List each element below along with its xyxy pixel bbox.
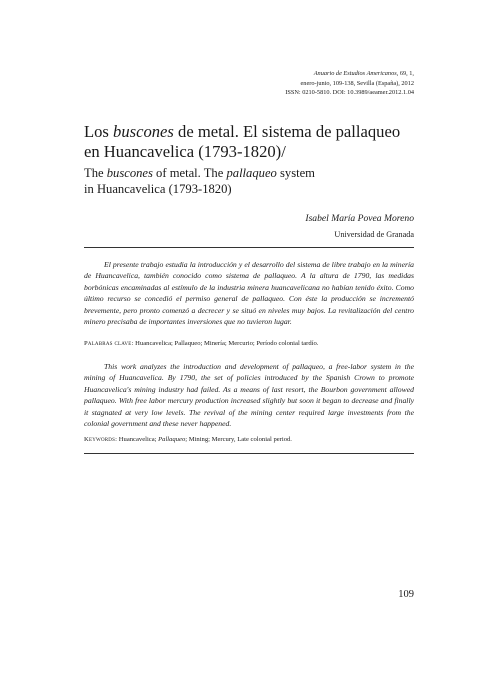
divider-top: [84, 247, 414, 248]
title-english: [84, 165, 424, 197]
title-es-text-1: Los: [84, 122, 114, 141]
keywords-en-text-2: ; Mining; Mercury, Late colonial period.: [185, 436, 292, 443]
keywords-english: [84, 435, 414, 444]
keywords-en-text-1: Huancavelica;: [117, 436, 159, 443]
keywords-es-label: Palabras clave:: [84, 340, 134, 347]
title-en-italic-1: buscones: [106, 166, 153, 180]
journal-line-3: ISSN: 0210-5810. DOI: 10.3989/aeamer.2012.1.04: [285, 89, 414, 97]
title-spanish: [84, 122, 424, 161]
title-es-line-2: en Huancavelica (1793-1820)/: [84, 141, 286, 161]
keywords-es-text: Huancavelica; Pallaqueo; Minería; Mercurio; Período colonial tardío.: [133, 340, 319, 347]
title-en-text-3: system: [276, 166, 315, 180]
journal-line-2: enero-junio, 109-138, Sevilla (España), 2012: [300, 79, 414, 87]
keywords-spanish: [84, 339, 414, 348]
keywords-en-italic: Pallaqueo: [158, 436, 186, 443]
author-affiliation: Universidad de Granada: [334, 230, 414, 239]
abstract-spanish: El presente trabajo estudia la introducción y el desarrollo del sistema de libre trabajo en la minería de Huancavelica, también conocido como sistema de pallaqueo. A la altura de 1790, las medidas borbónicas encaminadas al estímulo de la industria minera huancavelicana no habían tenido éxito. Como último recurso se concedió el permiso general de pallaqueo. Con éste la producción se incrementó brevemente, pero pronto comenzó a decrecer y se situó en niveles muy bajos. La revitalización del centro minero precisaba de importantes inversiones que no tuvieron lugar.: [84, 260, 414, 327]
title-en-line-2: in Huancavelica (1793-1820): [84, 182, 232, 196]
journal-volume: , 69, 1,: [396, 70, 414, 77]
title-en-text-2: of metal. The: [152, 166, 227, 180]
page-number: 109: [398, 589, 414, 600]
title-es-italic: buscones: [113, 122, 174, 141]
journal-citation: [285, 69, 414, 98]
title-es-text-2: de metal. El sistema de pallaqueo: [173, 122, 401, 141]
divider-bottom: [84, 453, 414, 454]
title-en-italic-2: pallaqueo: [226, 166, 277, 180]
title-en-text-1: The: [84, 166, 107, 180]
keywords-en-label: Keywords:: [84, 436, 118, 443]
author-name: Isabel María Povea Moreno: [305, 213, 414, 224]
abstract-english: This work analyzes the introduction and development of pallaqueo, a free-labor system in the mining of Huancavelica. By 1790, the set of policies introduced by the Spanish Crown to promote Huancavelica's mining industry had failed. As a means of last resort, the Bourbon government allowed pallaqueo. With free labor mercury production increased slightly but soon it began to decrease and finally it stagnated at very low levels. The revival of the mining center required large investments from the colonial government and these never happened.: [84, 362, 414, 429]
journal-line-1: [285, 69, 414, 79]
journal-name: Anuario de Estudios Americanos: [313, 70, 397, 77]
